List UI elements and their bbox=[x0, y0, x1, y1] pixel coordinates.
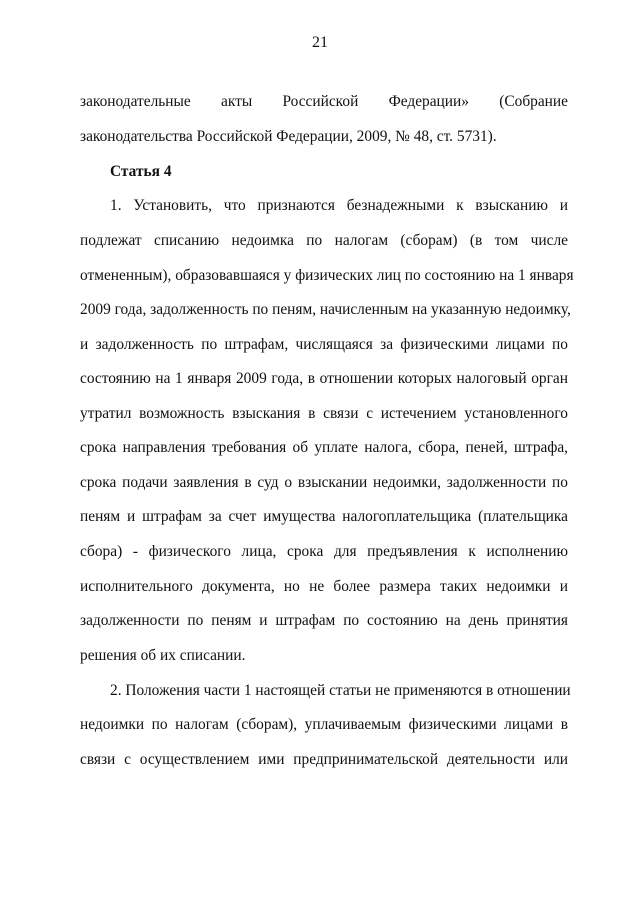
text-line: пеням и штрафам за счет имущества налогоплательщика (плательщика bbox=[80, 508, 568, 525]
text-line: утратил возможность взыскания в связи с истечением установленного bbox=[80, 405, 568, 422]
text-line: недоимки по налогам (сборам), уплачиваемым физическими лицами в bbox=[80, 716, 568, 733]
page-number: 21 bbox=[312, 34, 328, 51]
text-line: 2. Положения части 1 настоящей статьи не применяются в отношении bbox=[110, 682, 571, 699]
text-line: законодательства Российской Федерации, 2009, № 48, ст. 5731). bbox=[80, 128, 497, 145]
text-line: связи с осуществлением ими предпринимательской деятельности или bbox=[80, 751, 568, 768]
text-line: отмененным), образовавшаяся у физических лиц по состоянию на 1 января bbox=[80, 267, 574, 284]
article-heading: Статья 4 bbox=[110, 163, 172, 180]
text-line: срока направления требования об уплате налога, сбора, пеней, штрафа, bbox=[80, 439, 568, 456]
text-line: и задолженность по штрафам, числящаяся за физическими лицами по bbox=[80, 336, 568, 353]
text-line: задолженности по пеням и штрафам по состоянию на день принятия bbox=[80, 612, 568, 629]
text-line: 1. Установить, что признаются безнадежными к взысканию и bbox=[110, 197, 568, 214]
text-line: законодательные акты Российской Федерации» (Собрание bbox=[80, 93, 568, 110]
text-line: состоянию на 1 января 2009 года, в отношении которых налоговый орган bbox=[80, 370, 568, 387]
text-line: срока подачи заявления в суд о взыскании недоимки, задолженности по bbox=[80, 474, 568, 491]
text-line: исполнительного документа, но не более размера таких недоимки и bbox=[80, 578, 568, 595]
text-line: сбора) - физического лица, срока для предъявления к исполнению bbox=[80, 543, 568, 560]
text-line: 2009 года, задолженность по пеням, начисленным на указанную недоимку, bbox=[80, 301, 571, 318]
text-line: решения об их списании. bbox=[80, 647, 246, 664]
text-line: подлежат списанию недоимка по налогам (сборам) (в том числе bbox=[80, 232, 568, 249]
